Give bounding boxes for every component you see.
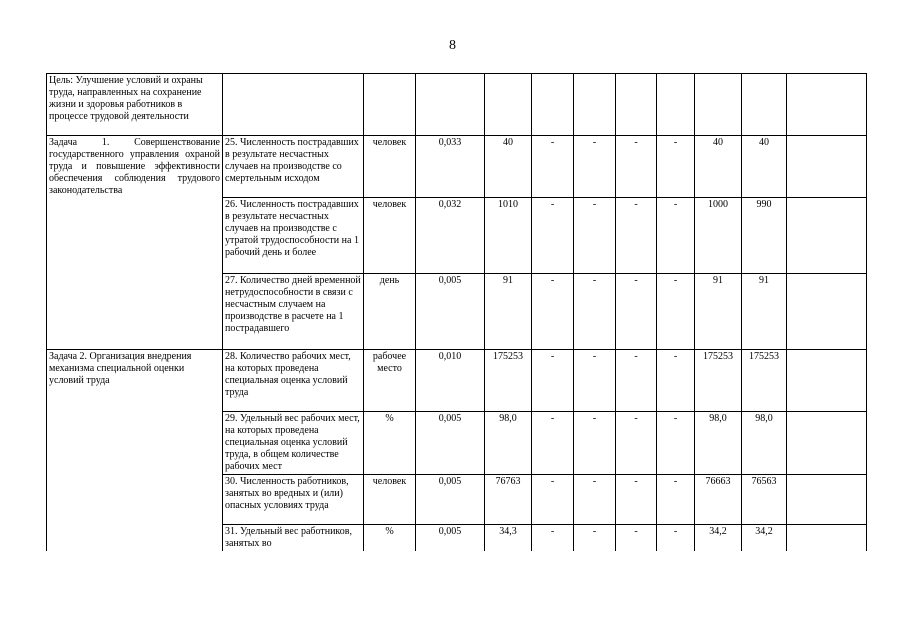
value-cell: 98,0	[742, 412, 787, 475]
weight-cell: 0,005	[416, 274, 485, 350]
unit-cell: %	[364, 412, 416, 475]
value-cell: -	[657, 274, 695, 350]
value-cell: 34,2	[695, 525, 742, 552]
value-cell: 175253	[695, 350, 742, 412]
value-cell: -	[616, 198, 657, 274]
value-cell: -	[532, 274, 574, 350]
unit-cell: %	[364, 525, 416, 552]
value-cell: -	[574, 475, 616, 525]
value-cell: -	[532, 412, 574, 475]
empty-cell	[787, 475, 867, 525]
weight-cell: 0,010	[416, 350, 485, 412]
value-cell: -	[574, 274, 616, 350]
value-cell: -	[532, 198, 574, 274]
value-cell: -	[616, 475, 657, 525]
value-cell: 1000	[695, 198, 742, 274]
empty-cell	[742, 74, 787, 136]
empty-cell	[364, 74, 416, 136]
empty-cell	[787, 136, 867, 198]
unit-cell: человек	[364, 198, 416, 274]
value-cell: -	[532, 475, 574, 525]
indicator-name: 31. Удельный вес работников, занятых во	[223, 525, 364, 552]
value-cell: -	[574, 412, 616, 475]
empty-cell	[787, 74, 867, 136]
value-cell: 98,0	[695, 412, 742, 475]
unit-cell: день	[364, 274, 416, 350]
empty-cell	[657, 74, 695, 136]
empty-cell	[787, 412, 867, 475]
value-cell: 76663	[695, 475, 742, 525]
empty-cell	[695, 74, 742, 136]
empty-cell	[787, 198, 867, 274]
value-cell: 76563	[742, 475, 787, 525]
value-cell: -	[657, 475, 695, 525]
value-cell: -	[532, 136, 574, 198]
page-number: 8	[449, 38, 456, 53]
weight-cell: 0,032	[416, 198, 485, 274]
empty-cell	[787, 350, 867, 412]
indicators-table	[46, 73, 867, 551]
base-value-cell: 1010	[485, 198, 532, 274]
table-row	[47, 350, 867, 412]
empty-cell	[532, 74, 574, 136]
base-value-cell: 175253	[485, 350, 532, 412]
empty-cell	[616, 74, 657, 136]
base-value-cell: 76763	[485, 475, 532, 525]
empty-cell	[787, 274, 867, 350]
indicator-name: 29. Удельный вес рабочих мест, на которых проведена специальная оценка условий труда, в общем количестве рабочих мест	[223, 412, 364, 475]
value-cell: -	[574, 198, 616, 274]
value-cell: -	[657, 350, 695, 412]
base-value-cell: 91	[485, 274, 532, 350]
value-cell: 91	[695, 274, 742, 350]
unit-cell: рабочее место	[364, 350, 416, 412]
unit-cell: человек	[364, 475, 416, 525]
empty-cell	[485, 74, 532, 136]
value-cell: 40	[742, 136, 787, 198]
indicator-name: 25. Численность пострадавших в результате несчастных случаев на производстве со смертельным исходом	[223, 136, 364, 198]
value-cell: -	[616, 136, 657, 198]
goal-cell: Цель: Улучшение условий и охраны труда, направленных на сохранение жизни и здоровья работников в процессе трудовой деятельности	[47, 74, 223, 136]
base-value-cell: 40	[485, 136, 532, 198]
value-cell: -	[616, 274, 657, 350]
indicator-name: 27. Количество дней временной нетрудоспособности в связи с несчастным случаем на производстве в расчете на 1 пострадавшего	[223, 274, 364, 350]
value-cell: -	[574, 525, 616, 552]
value-cell: -	[657, 412, 695, 475]
value-cell: -	[616, 525, 657, 552]
value-cell: 40	[695, 136, 742, 198]
task-cell: Задача 2. Организация внедрения механизма специальной оценки условий труда	[47, 350, 223, 552]
value-cell: -	[532, 350, 574, 412]
value-cell: -	[657, 136, 695, 198]
goal-row	[47, 74, 867, 136]
base-value-cell: 34,3	[485, 525, 532, 552]
indicator-name: 28. Количество рабочих мест, на которых проведена специальная оценка условий труда	[223, 350, 364, 412]
weight-cell: 0,005	[416, 412, 485, 475]
task-cell: Задача 1. Совершенствование государственного управления охраной труда и повышение эффективности обеспечения соблюдения трудового законодательства	[47, 136, 223, 350]
value-cell: -	[532, 525, 574, 552]
empty-cell	[574, 74, 616, 136]
value-cell: 175253	[742, 350, 787, 412]
weight-cell: 0,033	[416, 136, 485, 198]
value-cell: -	[574, 350, 616, 412]
value-cell: -	[657, 525, 695, 552]
value-cell: -	[616, 350, 657, 412]
empty-cell	[223, 74, 364, 136]
value-cell: 91	[742, 274, 787, 350]
empty-cell	[787, 525, 867, 552]
value-cell: 34,2	[742, 525, 787, 552]
base-value-cell: 98,0	[485, 412, 532, 475]
unit-cell: человек	[364, 136, 416, 198]
weight-cell: 0,005	[416, 525, 485, 552]
weight-cell: 0,005	[416, 475, 485, 525]
table-row	[47, 136, 867, 198]
indicator-name: 30. Численность работников, занятых во вредных и (или) опасных условиях труда	[223, 475, 364, 525]
value-cell: -	[616, 412, 657, 475]
value-cell: -	[574, 136, 616, 198]
empty-cell	[416, 74, 485, 136]
value-cell: 990	[742, 198, 787, 274]
value-cell: -	[657, 198, 695, 274]
indicator-name: 26. Численность пострадавших в результате несчастных случаев на производстве с утратой трудоспособности на 1 рабочий день и более	[223, 198, 364, 274]
